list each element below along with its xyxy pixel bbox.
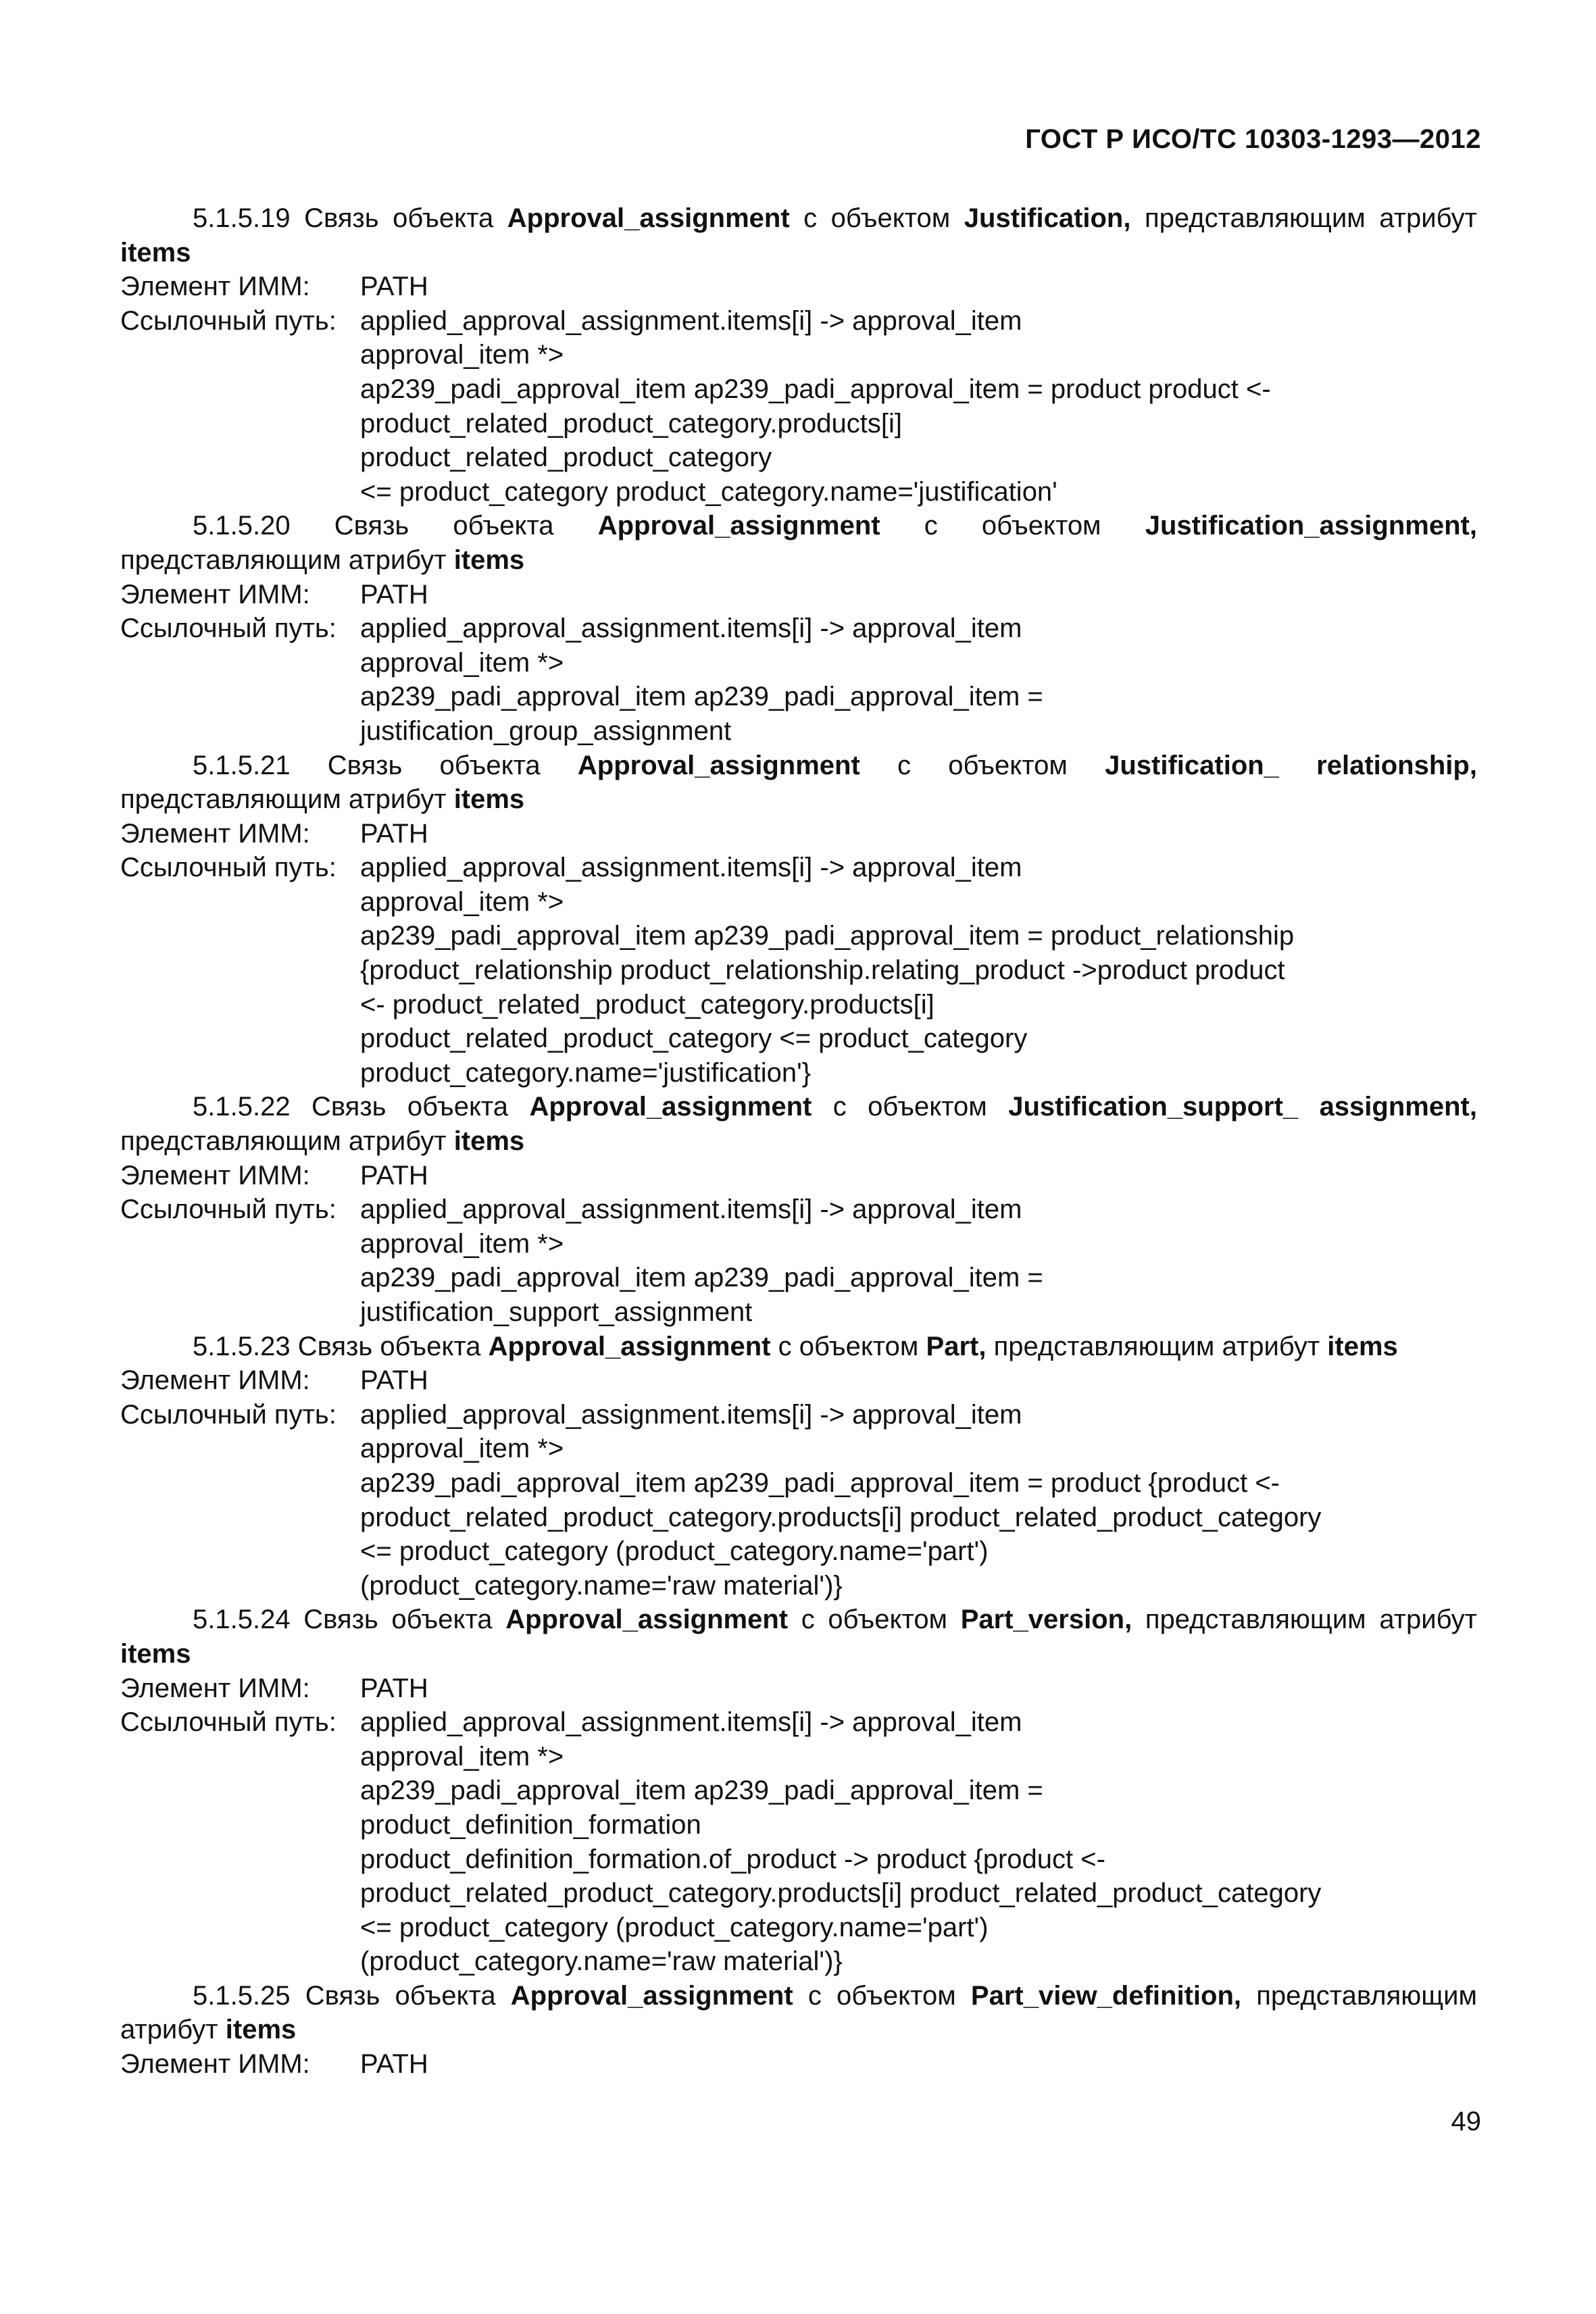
heading-text: представляющим атрибут — [120, 1980, 1478, 2045]
element-row — [120, 2047, 1477, 2082]
target-object-name: Justification_assignment, — [1145, 511, 1477, 541]
heading-text: Связь объекта — [305, 1980, 496, 2011]
path-line: product_related_product_category <= product_category — [360, 1024, 1028, 1054]
target-object-name: Justification_ relationship, — [1105, 750, 1477, 780]
element-value: PATH — [360, 818, 428, 849]
element-value: PATH — [360, 1160, 428, 1190]
path-line: product_definition_formation — [360, 1809, 701, 1840]
reference-path — [360, 304, 1477, 509]
clause-heading — [120, 1603, 1477, 1671]
target-object-name: Justification, — [964, 203, 1131, 233]
element-value: PATH — [360, 1365, 428, 1396]
heading-text: Связь объекта — [303, 1605, 493, 1635]
element-label: Элемент ИММ: — [120, 818, 310, 849]
reference-path — [360, 1705, 1477, 1979]
attribute-name: items — [225, 2015, 297, 2045]
element-value: PATH — [360, 272, 428, 302]
element-row — [120, 817, 1477, 851]
heading-text: представляющим атрибут — [993, 1331, 1320, 1361]
element-value: PATH — [360, 579, 428, 609]
heading-text: с объектом — [778, 1331, 919, 1361]
reference-path-label: Ссылочный путь: — [120, 853, 336, 883]
heading-text: Связь объекта — [334, 511, 554, 541]
heading-text: Связь объекта — [311, 1092, 509, 1122]
path-line: approval_item *> — [360, 1434, 564, 1464]
reference-path-label: Ссылочный путь: — [120, 305, 336, 336]
reference-path-row — [120, 1705, 1477, 1979]
path-line: approval_item *> — [360, 1741, 564, 1771]
source-object-name: Approval_assignment — [510, 1980, 793, 2011]
element-row — [120, 578, 1477, 612]
clause-5-1-5-23 — [120, 1330, 1477, 1603]
element-label: Элемент ИММ: — [120, 1365, 310, 1396]
clause-5-1-5-25 — [120, 1979, 1477, 2082]
path-line: {product_relationship product_relationship.relating_product ->product product — [360, 955, 1285, 986]
source-object-name: Approval_assignment — [488, 1331, 771, 1361]
target-object-name: Part_view_definition, — [970, 1980, 1241, 2011]
clause-heading — [120, 509, 1477, 577]
clause-number: 5.1.5.24 — [193, 1605, 291, 1635]
path-line: ap239_padi_approval_item ap239_padi_approval_item = product {product <- — [360, 1467, 1280, 1498]
reference-path-row — [120, 1192, 1477, 1329]
path-line: <= product_category (product_category.name='part') — [360, 1912, 989, 1942]
clause-5-1-5-20 — [120, 509, 1477, 748]
heading-text: Связь объекта — [327, 750, 541, 780]
clause-5-1-5-22 — [120, 1090, 1477, 1329]
clause-5-1-5-19 — [120, 201, 1477, 509]
source-object-name: Approval_assignment — [577, 750, 860, 780]
element-row — [120, 1363, 1477, 1398]
path-line: (product_category.name='raw material')} — [360, 1570, 843, 1601]
reference-path — [360, 1398, 1477, 1603]
reference-path-label: Ссылочный путь: — [120, 1194, 336, 1225]
path-line: approval_item *> — [360, 340, 564, 370]
path-line: approval_item *> — [360, 1228, 564, 1259]
heading-text: с объектом — [807, 1980, 956, 2011]
element-value: PATH — [360, 1673, 428, 1703]
path-line: applied_approval_assignment.items[i] -> approval_item — [360, 305, 1022, 336]
clause-number: 5.1.5.22 — [193, 1092, 291, 1122]
heading-text: представляющим атрибут — [1144, 203, 1477, 233]
element-row — [120, 1671, 1477, 1706]
clause-heading — [120, 749, 1477, 817]
element-label: Элемент ИММ: — [120, 2049, 310, 2080]
heading-text: представляющим атрибут — [120, 1126, 447, 1157]
reference-path-label: Ссылочный путь: — [120, 1399, 336, 1430]
path-line: ap239_padi_approval_item ap239_padi_approval_item = product product <- — [360, 374, 1271, 404]
page-number: 49 — [1451, 2107, 1481, 2136]
attribute-name: items — [120, 1638, 191, 1669]
path-line: product_related_product_category — [360, 443, 772, 473]
clause-number: 5.1.5.23 — [193, 1331, 291, 1361]
attribute-name: items — [453, 784, 525, 815]
path-line: applied_approval_assignment.items[i] -> approval_item — [360, 853, 1022, 883]
attribute-name: items — [120, 237, 191, 268]
heading-text: представляющим атрибут — [120, 784, 447, 815]
reference-path-label: Ссылочный путь: — [120, 1707, 336, 1738]
path-line: product_related_product_category.products[i] — [360, 408, 902, 438]
standard-header: ГОСТ Р ИСО/ТС 10303-1293—2012 — [1025, 124, 1481, 154]
clause-number: 5.1.5.21 — [193, 750, 291, 780]
heading-text: Связь объекта — [304, 203, 494, 233]
clause-heading — [120, 1330, 1477, 1364]
path-line: ap239_padi_approval_item ap239_padi_approval_item = — [360, 1263, 1043, 1293]
attribute-name: items — [453, 545, 525, 575]
source-object-name: Approval_assignment — [507, 203, 790, 233]
target-object-name: Part_version, — [960, 1605, 1132, 1635]
path-line: product_definition_formation.of_product -> product {product <- — [360, 1844, 1105, 1874]
reference-path-row — [120, 304, 1477, 509]
attribute-name: items — [1327, 1331, 1398, 1361]
path-line: applied_approval_assignment.items[i] -> approval_item — [360, 613, 1022, 644]
source-object-name: Approval_assignment — [597, 511, 880, 541]
path-line: ap239_padi_approval_item ap239_padi_approval_item = — [360, 682, 1043, 712]
source-object-name: Approval_assignment — [505, 1605, 789, 1635]
reference-path-label: Ссылочный путь: — [120, 613, 336, 644]
heading-text: Связь объекта — [297, 1331, 481, 1361]
path-line: justification_support_assignment — [360, 1297, 753, 1327]
element-label: Элемент ИММ: — [120, 1160, 310, 1190]
path-line: applied_approval_assignment.items[i] -> approval_item — [360, 1194, 1022, 1225]
attribute-name: items — [453, 1126, 525, 1157]
heading-text: с объектом — [924, 511, 1101, 541]
heading-text: с объектом — [801, 1605, 948, 1635]
path-line: <- product_related_product_category.products[i] — [360, 989, 934, 1020]
reference-path — [360, 611, 1477, 748]
path-line: approval_item *> — [360, 647, 564, 678]
source-object-name: Approval_assignment — [529, 1092, 812, 1122]
heading-text: представляющим атрибут — [1145, 1605, 1477, 1635]
heading-text: с объектом — [832, 1092, 987, 1122]
heading-text: с объектом — [803, 203, 951, 233]
target-object-name: Justification_support_ assignment, — [1008, 1092, 1477, 1122]
element-value: PATH — [360, 2049, 428, 2080]
clause-5-1-5-21 — [120, 749, 1477, 1090]
reference-path-row — [120, 611, 1477, 748]
path-line: applied_approval_assignment.items[i] -> approval_item — [360, 1707, 1022, 1738]
path-line: approval_item *> — [360, 886, 564, 917]
path-line: justification_group_assignment — [360, 715, 732, 746]
clause-number: 5.1.5.25 — [193, 1980, 291, 2011]
reference-path-row — [120, 851, 1477, 1090]
path-line: ap239_padi_approval_item ap239_padi_approval_item = product_relationship — [360, 921, 1295, 951]
clause-heading — [120, 201, 1477, 270]
element-label: Элемент ИММ: — [120, 1673, 310, 1703]
target-object-name: Part, — [926, 1331, 987, 1361]
path-line: <= product_category product_category.name='justification' — [360, 476, 1057, 507]
clause-heading — [120, 1090, 1477, 1158]
heading-text: представляющим атрибут — [120, 545, 447, 575]
clause-number: 5.1.5.19 — [193, 203, 291, 233]
path-line: <= product_category (product_category.name='part') — [360, 1536, 989, 1567]
path-line: product_related_product_category.products[i] product_related_product_category — [360, 1878, 1322, 1909]
path-line: applied_approval_assignment.items[i] -> approval_item — [360, 1399, 1022, 1430]
element-row — [120, 1159, 1477, 1193]
reference-path — [360, 851, 1477, 1090]
heading-text: с объектом — [897, 750, 1068, 780]
path-line: (product_category.name='raw material')} — [360, 1946, 843, 1977]
clause-heading — [120, 1979, 1477, 2047]
reference-path-row — [120, 1398, 1477, 1603]
element-label: Элемент ИММ: — [120, 579, 310, 609]
element-row — [120, 270, 1477, 304]
path-line: product_category.name='justification'} — [360, 1057, 812, 1088]
path-line: product_related_product_category.products[i] product_related_product_category — [360, 1502, 1322, 1532]
path-line: ap239_padi_approval_item ap239_padi_approval_item = — [360, 1776, 1043, 1806]
reference-path — [360, 1192, 1477, 1329]
document-body — [120, 201, 1477, 2082]
clause-number: 5.1.5.20 — [193, 511, 291, 541]
clause-5-1-5-24 — [120, 1603, 1477, 1979]
element-label: Элемент ИММ: — [120, 272, 310, 302]
